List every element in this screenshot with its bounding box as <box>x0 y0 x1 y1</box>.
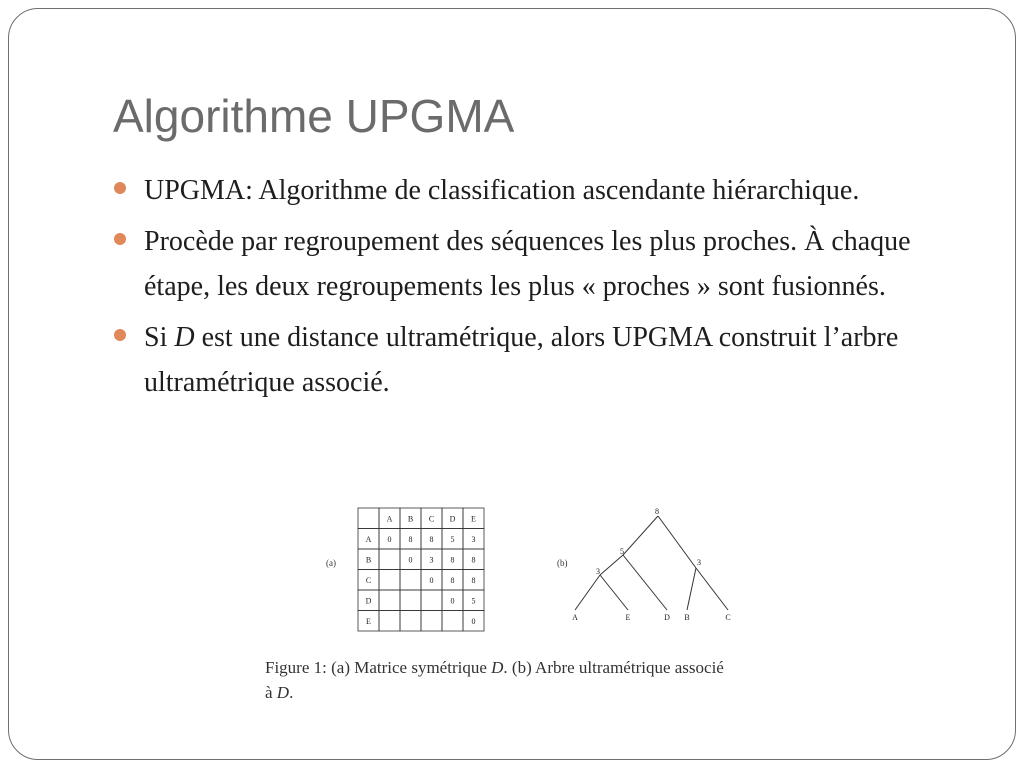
matrix-cell-value: A <box>365 534 372 544</box>
caption-text: Figure 1: (a) Matrice symétrique <box>265 658 492 677</box>
matrix-cell <box>442 611 463 632</box>
slide-title: Algorithme UPGMA <box>113 90 515 142</box>
matrix-cell <box>379 590 400 611</box>
matrix-cell <box>421 611 442 632</box>
tree-node-label: 3 <box>596 567 600 576</box>
distance-matrix <box>358 508 484 631</box>
matrix-cell-value: 0 <box>450 596 455 606</box>
matrix-cell-value: C <box>365 575 372 585</box>
caption-variable: D <box>491 658 504 677</box>
tree-leaf-label: D <box>664 613 670 622</box>
tree-branch <box>687 568 696 610</box>
bullet-text: UPGMA: Algorithme de classification ascendante hiérarchique. <box>144 175 860 206</box>
tree-leaf-label: A <box>572 613 578 622</box>
caption-text: . <box>289 683 294 702</box>
matrix-cell <box>379 570 400 591</box>
matrix-cell-value: E <box>471 514 476 524</box>
matrix-cell-value: 5 <box>450 534 455 544</box>
bullet-item <box>113 219 973 309</box>
bullet-list <box>113 168 973 411</box>
matrix-cell <box>400 590 421 611</box>
matrix-cell-value: C <box>428 514 435 524</box>
bullet-item <box>113 315 973 405</box>
tree-node-label: 8 <box>655 507 659 516</box>
matrix-cell-value: 8 <box>471 555 476 565</box>
matrix-cell-value: B <box>407 514 414 524</box>
ultrametric-tree <box>572 507 731 622</box>
matrix-cell <box>400 570 421 591</box>
tree-branch <box>623 516 658 555</box>
matrix-cell <box>421 590 442 611</box>
matrix-cell-value: 0 <box>408 555 413 565</box>
matrix-cell <box>379 549 400 570</box>
caption-text: à <box>265 683 277 702</box>
matrix-cell-value: 3 <box>429 555 434 565</box>
matrix-cell-value: D <box>365 596 372 606</box>
matrix-cell <box>358 508 379 529</box>
bullet-text: Procède par regroupement des séquences les plus proches. À chaque étape, les deux regroupements les plus « proches » sont fusionnés. <box>144 226 911 302</box>
bullet-dot-icon <box>114 233 126 245</box>
tree-branch <box>600 555 623 575</box>
matrix-cell-value: 8 <box>450 555 455 565</box>
bullet-dot-icon <box>114 182 126 194</box>
tree-branch <box>575 575 600 610</box>
tree-branch <box>696 568 728 610</box>
tree-branch <box>623 555 667 610</box>
matrix-cell-value: 0 <box>471 616 476 626</box>
tree-node-label: 5 <box>620 547 624 556</box>
matrix-cell <box>400 611 421 632</box>
matrix-cell-value: 3 <box>471 534 476 544</box>
matrix-cell-value: D <box>449 514 456 524</box>
tree-branch <box>658 516 696 568</box>
figure <box>240 500 820 710</box>
matrix-cell-value: E <box>366 616 371 626</box>
tree-leaf-label: E <box>625 613 631 622</box>
panel-b-label: (b) <box>557 558 568 568</box>
matrix-cell-value: 0 <box>387 534 392 544</box>
matrix-cell-value: 8 <box>408 534 413 544</box>
caption-text: . (b) Arbre ultramétrique associé <box>503 658 724 677</box>
caption-variable: D <box>276 683 290 702</box>
matrix-cell-value: 8 <box>429 534 434 544</box>
matrix-cell-value: 8 <box>471 575 476 585</box>
bullet-text-pre: Si <box>144 322 175 353</box>
figure-caption <box>265 655 825 705</box>
matrix-cell <box>379 611 400 632</box>
tree-leaf-label: B <box>684 613 690 622</box>
panel-a-label: (a) <box>326 558 336 568</box>
matrix-cell-value: 5 <box>471 596 476 606</box>
bullet-dot-icon <box>114 329 126 341</box>
matrix-cell-value: B <box>365 555 372 565</box>
figure-graphic <box>240 500 820 650</box>
tree-leaf-label: C <box>725 613 731 622</box>
tree-branch <box>600 575 628 610</box>
matrix-cell-value: 8 <box>450 575 455 585</box>
bullet-item <box>113 168 973 213</box>
matrix-cell-value: 0 <box>429 575 434 585</box>
matrix-cell-value: A <box>386 514 393 524</box>
tree-node-label: 3 <box>697 558 701 567</box>
bullet-text-post: est une distance ultramétrique, alors UPGMA construit l’arbre ultramétrique associé. <box>144 322 899 398</box>
bullet-variable: D <box>174 322 195 353</box>
